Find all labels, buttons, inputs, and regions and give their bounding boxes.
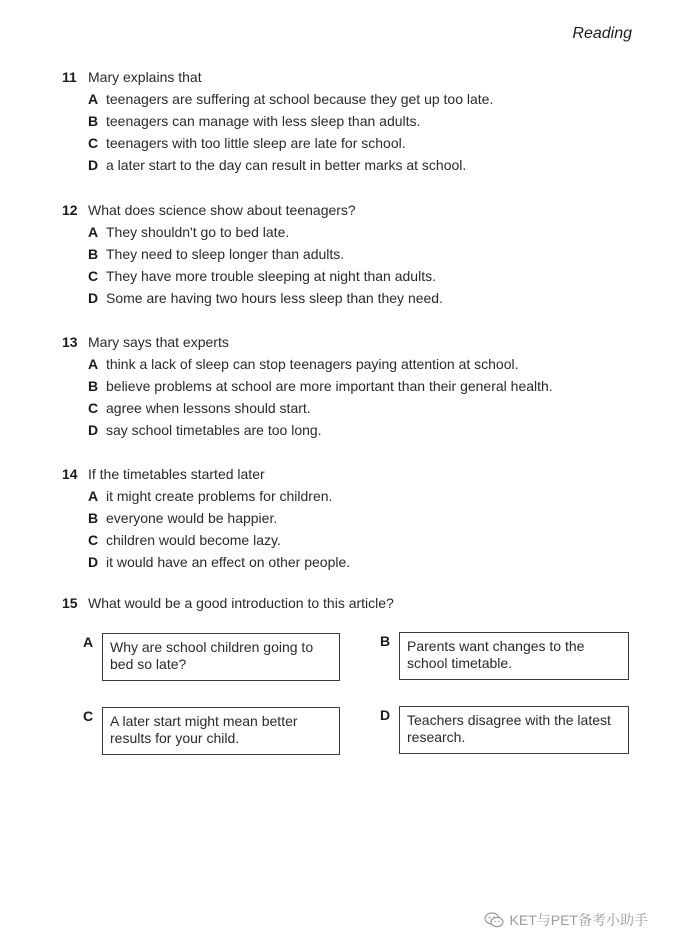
option-b[interactable]	[62, 110, 662, 132]
option-text: children would become lazy.	[106, 532, 281, 548]
option-a[interactable]	[62, 88, 662, 110]
wechat-icon	[484, 912, 504, 928]
question-13	[62, 331, 662, 441]
question-text: What does science show about teenagers?	[88, 202, 356, 218]
option-letter: C	[88, 400, 99, 416]
option-text: everyone would be happier.	[106, 510, 278, 526]
question-14	[62, 463, 662, 573]
option-box-c[interactable]: A later start might mean better results for your child.	[102, 707, 340, 755]
option-letter: D	[88, 554, 99, 570]
question-number: 14	[62, 466, 78, 482]
option-text: think a lack of sleep can stop teenagers paying attention at school.	[106, 356, 519, 372]
question-text: What would be a good introduction to this article?	[88, 595, 394, 611]
box-letter-d: D	[380, 707, 391, 723]
option-text: it might create problems for children.	[106, 488, 333, 504]
option-d[interactable]	[62, 419, 662, 441]
question-text: Mary says that experts	[88, 334, 229, 350]
option-text: believe problems at school are more important than their general health.	[106, 378, 553, 394]
option-letter: C	[88, 268, 99, 284]
option-d[interactable]	[62, 551, 662, 573]
option-box-d[interactable]: Teachers disagree with the latest research.	[399, 706, 629, 754]
option-text: teenagers with too little sleep are late for school.	[106, 135, 406, 151]
question-15	[62, 592, 662, 614]
option-box-b[interactable]: Parents want changes to the school timetable.	[399, 632, 629, 680]
option-letter: A	[88, 356, 99, 372]
option-b[interactable]	[62, 375, 662, 397]
option-a[interactable]	[62, 353, 662, 375]
option-c[interactable]	[62, 397, 662, 419]
option-letter: D	[88, 290, 99, 306]
option-letter: B	[88, 378, 99, 394]
option-letter: D	[88, 157, 99, 173]
option-letter: C	[88, 532, 99, 548]
option-letter: B	[88, 113, 99, 129]
option-d[interactable]	[62, 287, 662, 309]
option-d[interactable]	[62, 154, 662, 176]
option-text: agree when lessons should start.	[106, 400, 311, 416]
option-text: it would have an effect on other people.	[106, 554, 351, 570]
option-letter: A	[88, 224, 99, 240]
question-12	[62, 199, 662, 309]
question-stem	[62, 463, 662, 485]
option-letter: B	[88, 510, 99, 526]
option-letter: C	[88, 135, 99, 151]
option-c[interactable]	[62, 529, 662, 551]
question-11	[62, 66, 662, 176]
option-text: They have more trouble sleeping at night than adults.	[106, 268, 436, 284]
option-a[interactable]	[62, 485, 662, 507]
watermark-text: KET与PET备考小助手	[509, 912, 648, 928]
option-text: a later start to the day can result in better marks at school.	[106, 157, 467, 173]
page-header: Reading	[572, 25, 632, 42]
option-text: teenagers can manage with less sleep than adults.	[106, 113, 421, 129]
option-c[interactable]	[62, 132, 662, 154]
option-b[interactable]	[62, 243, 662, 265]
question-text: If the timetables started later	[88, 466, 265, 482]
option-letter: A	[88, 488, 99, 504]
option-text: They shouldn't go to bed late.	[106, 224, 290, 240]
question-number: 13	[62, 334, 78, 350]
question-stem	[62, 331, 662, 353]
option-c[interactable]	[62, 265, 662, 287]
question-stem	[62, 199, 662, 221]
question-number: 15	[62, 595, 78, 611]
question-stem	[62, 592, 662, 614]
box-letter-a: A	[83, 634, 94, 650]
box-letter-c: C	[83, 708, 94, 724]
watermark	[484, 910, 648, 930]
box-letter-b: B	[380, 633, 391, 649]
option-text: They need to sleep longer than adults.	[106, 246, 345, 262]
question-text: Mary explains that	[88, 69, 202, 85]
option-text: teenagers are suffering at school because they get up too late.	[106, 91, 494, 107]
option-letter: A	[88, 91, 99, 107]
question-stem	[62, 66, 662, 88]
option-b[interactable]	[62, 507, 662, 529]
question-number: 11	[62, 69, 77, 85]
question-number: 12	[62, 202, 78, 218]
option-box-a[interactable]: Why are school children going to bed so late?	[102, 633, 340, 681]
option-text: Some are having two hours less sleep than they need.	[106, 290, 443, 306]
option-text: say school timetables are too long.	[106, 422, 322, 438]
option-a[interactable]	[62, 221, 662, 243]
option-letter: B	[88, 246, 99, 262]
option-letter: D	[88, 422, 99, 438]
